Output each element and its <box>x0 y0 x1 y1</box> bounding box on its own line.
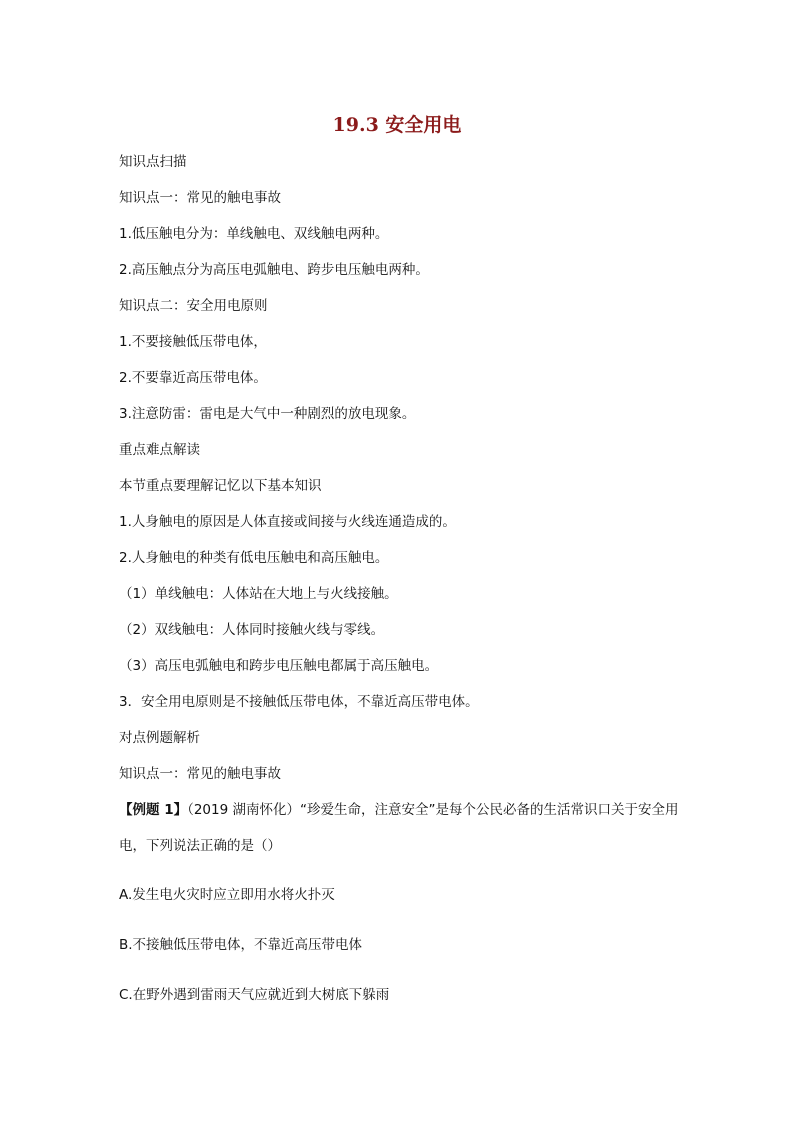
text-line: 1.人身触电的原因是人体直接或间接与火线连通造成的。 <box>119 514 456 530</box>
section-heading: 知识点扫描 <box>119 154 187 170</box>
text-line: （2）双线触电：人体同时接触火线与零线。 <box>119 622 385 638</box>
text-line: 3.注意防雷：雷电是大气中一种剧烈的放电现象。 <box>119 406 416 422</box>
text-line: 1.不要接触低压带电体， <box>119 334 267 350</box>
section-heading: 对点例题解析 <box>119 730 200 746</box>
option-b: B.不接触低压带电体，不靠近高压带电体 <box>119 937 363 953</box>
example-label: 【例题 1】 <box>119 802 188 818</box>
text-line: （3）高压电弧触电和跨步电压触电都属于高压触电。 <box>119 658 439 674</box>
text-line: 1.低压触电分为：单线触电、双线触电两种。 <box>119 226 389 242</box>
example-text: （2019 湖南怀化）“珍爱生命，注意安全”是每个公民必备的生活常识口关于安全用电，下列说法正确的是（） <box>119 802 679 854</box>
text-line: 3．安全用电原则是不接触低压带电体，不靠近高压带电体。 <box>119 694 479 710</box>
text-line: 2.高压触点分为高压电弧触电、跨步电压触电两种。 <box>119 262 429 278</box>
option-c: C.在野外遇到雷雨天气应就近到大树底下躲雨 <box>119 987 390 1003</box>
knowledge-point-heading: 知识点二：安全用电原则 <box>119 298 268 314</box>
option-a: A.发生电火灾时应立即用水将火扑灭 <box>119 887 335 903</box>
knowledge-point-heading: 知识点一：常见的触电事故 <box>119 766 281 782</box>
text-line: 本节重点要理解记忆以下基本知识 <box>119 478 322 494</box>
section-heading: 重点难点解读 <box>119 442 200 458</box>
text-line: （1）单线触电：人体站在大地上与火线接触。 <box>119 586 398 602</box>
text-line: 2.人身触电的种类有低电压触电和高压触电。 <box>119 550 389 566</box>
example-question <box>119 792 679 864</box>
knowledge-point-heading: 知识点一：常见的触电事故 <box>119 190 281 206</box>
text-line: 2.不要靠近高压带电体。 <box>119 370 267 386</box>
page-title: 19.3 安全用电 <box>332 114 462 136</box>
